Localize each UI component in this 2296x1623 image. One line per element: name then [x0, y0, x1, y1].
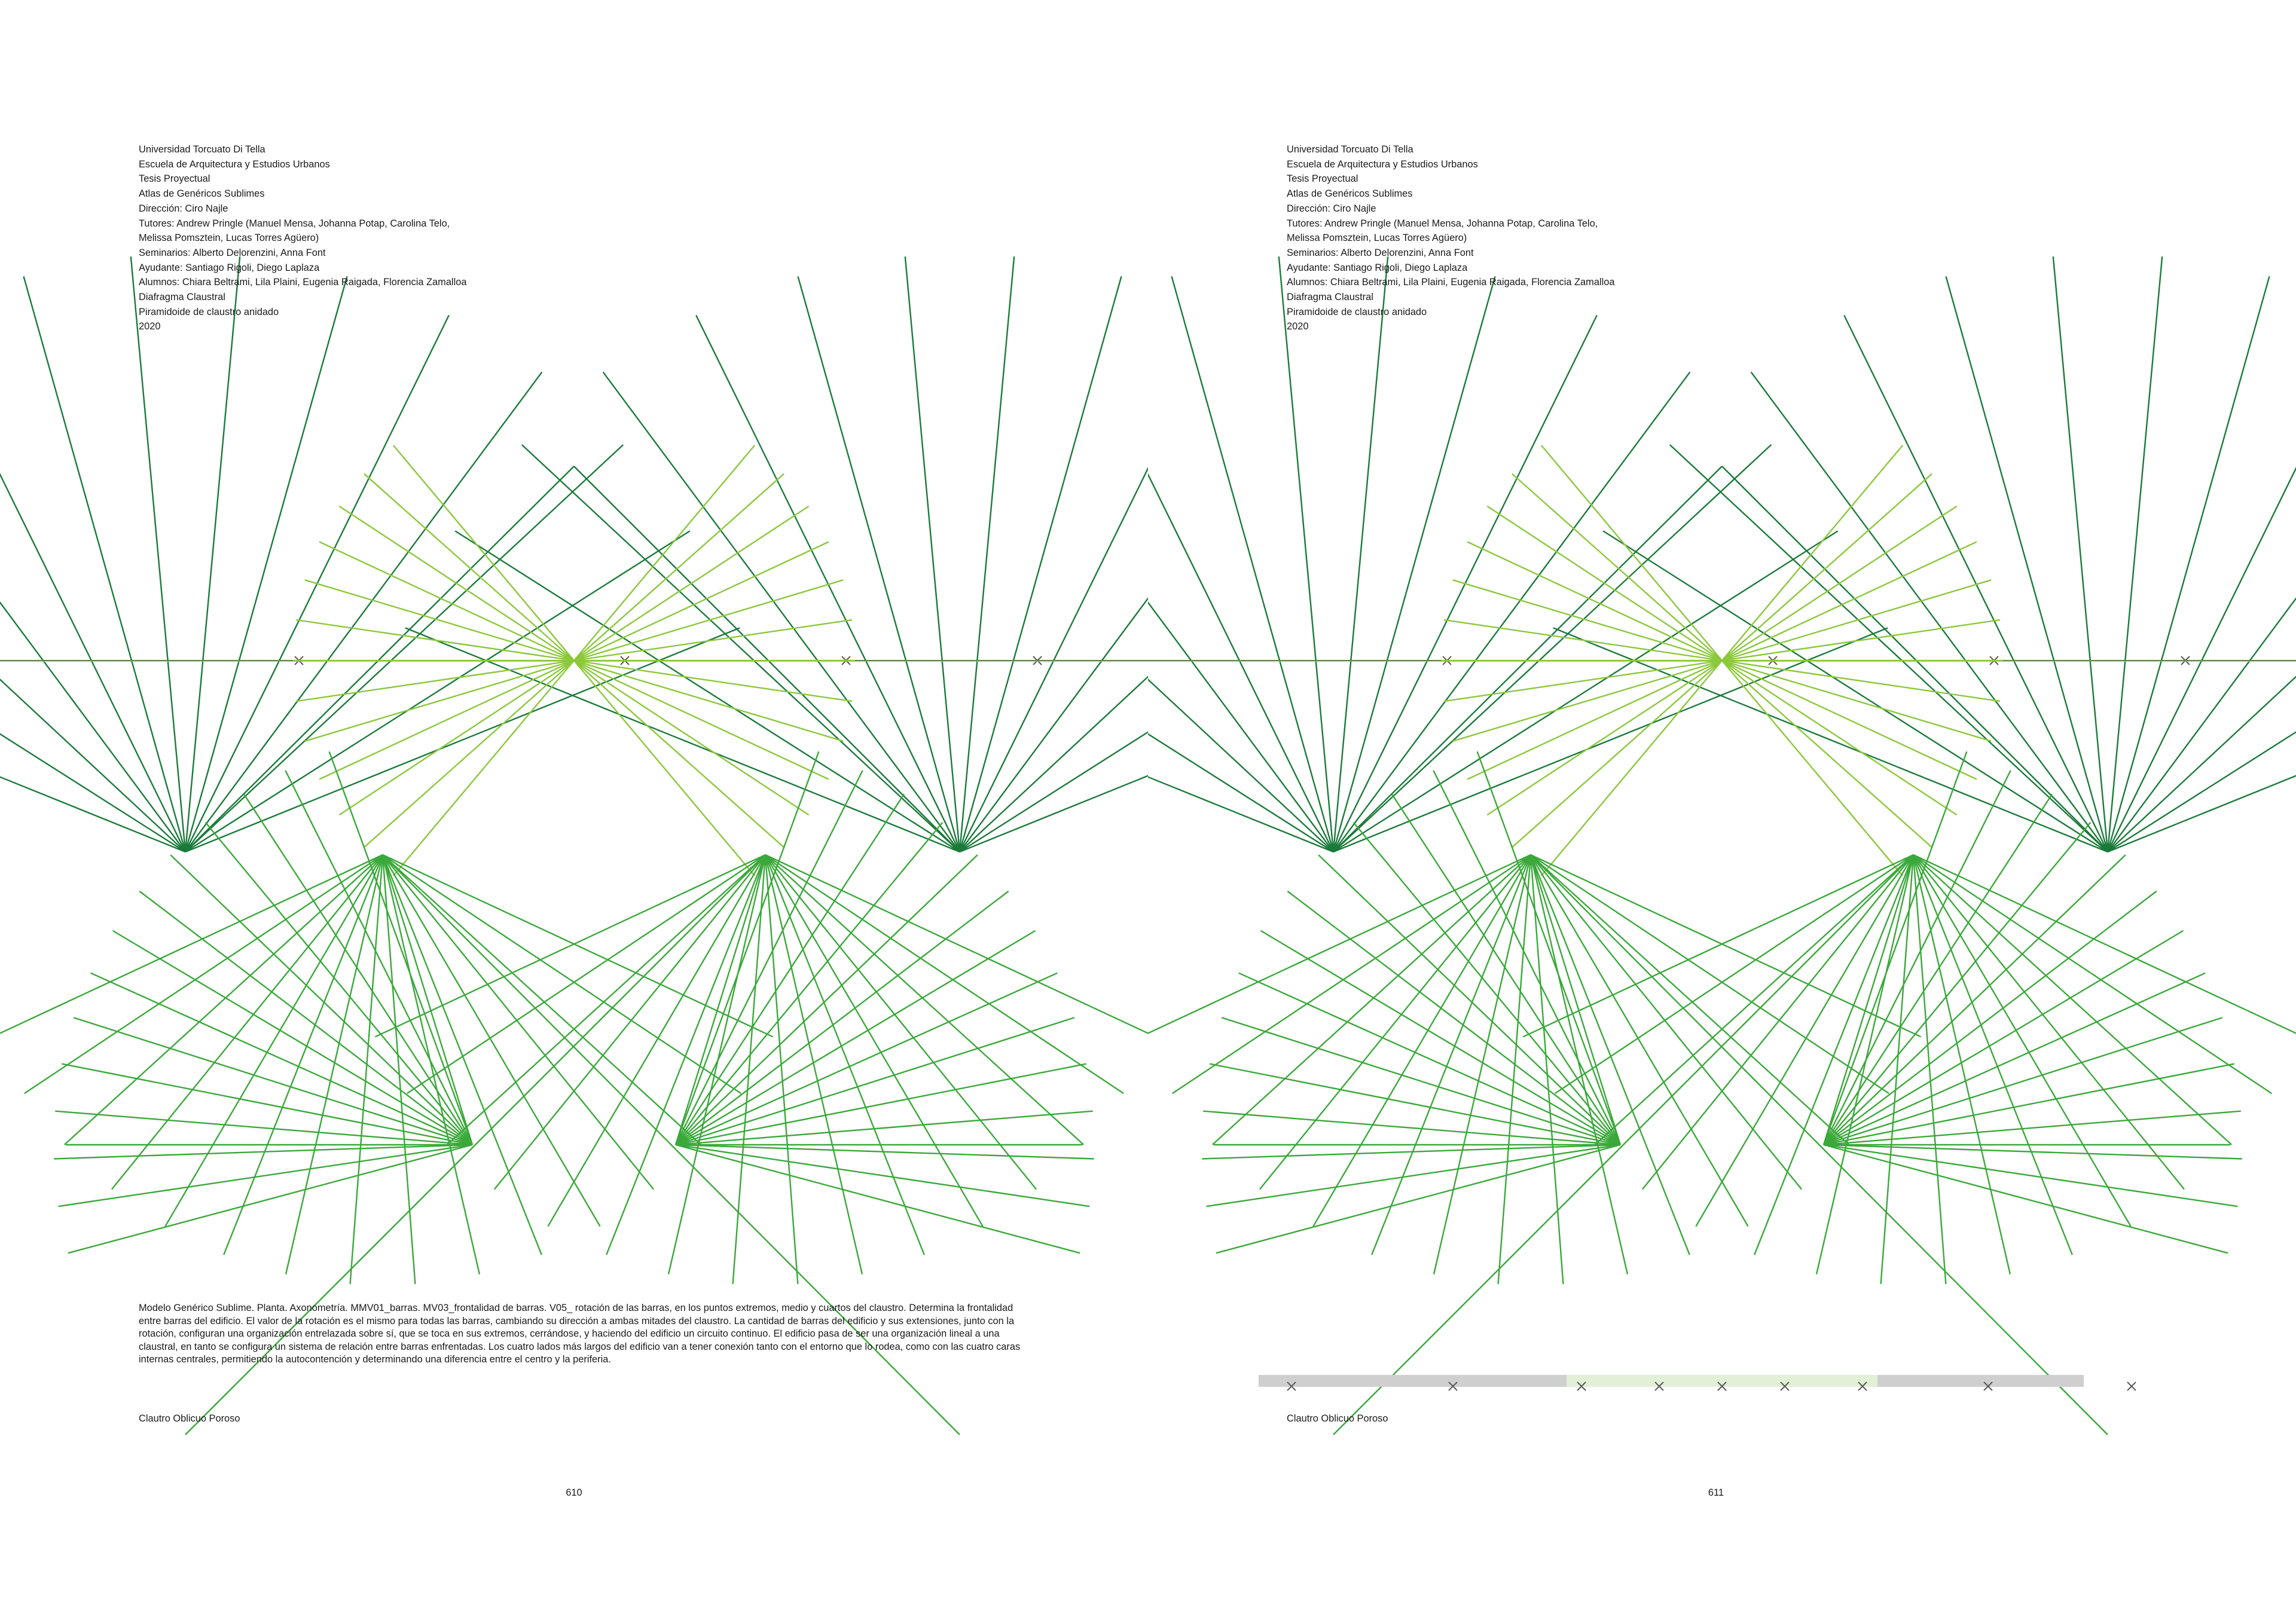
mid-fan-line: [1913, 855, 1946, 1284]
light-fan-line: [319, 661, 574, 780]
dark-fan-line: [960, 315, 1148, 852]
mid-fan-line: [676, 1064, 1086, 1145]
credit-line: Escuela de Arquitectura y Estudios Urbanos: [139, 158, 330, 170]
light-fan-line: [339, 661, 574, 815]
light-fan-line: [1722, 580, 1991, 661]
mid-fan-line: [676, 1145, 1089, 1206]
light-fan-line: [574, 474, 784, 661]
dark-fan-line: [2108, 276, 2269, 852]
light-fan-line: [364, 474, 574, 661]
mid-fan-line: [383, 855, 654, 1190]
light-fan-line: [1722, 506, 1957, 661]
dark-fan-line: [960, 531, 1148, 852]
dark-fan-line: [0, 445, 185, 852]
mid-fan-line: [1913, 855, 2184, 1190]
credit-line: Seminarios: Alberto Delorenzini, Anna Font: [1287, 247, 1474, 258]
dark-fan-line: [2053, 256, 2108, 852]
mid-fan-line: [676, 823, 942, 1145]
dark-fan-line: [960, 445, 1148, 852]
credit-line: Atlas de Genéricos Sublimes: [139, 188, 265, 200]
mid-fan-line: [1173, 855, 1531, 1093]
caption-title: Clautro Oblicuo Poroso: [1287, 1413, 1388, 1424]
light-fan-line: [574, 445, 755, 661]
mid-fan-line: [383, 855, 542, 1255]
dark-diamond-edge: [185, 466, 574, 852]
mid-fan-line: [206, 823, 472, 1145]
mid-fan-line: [1824, 823, 2090, 1145]
mid-fan-line: [668, 855, 765, 1274]
mid-fan-line: [350, 855, 383, 1284]
credit-line: Diafragma Claustral: [139, 292, 225, 303]
dark-fan-line: [1844, 315, 2108, 852]
light-fan-line: [1541, 445, 1722, 661]
mid-fan-line: [383, 855, 773, 1037]
light-fan-line: [574, 661, 829, 780]
mid-fan-line: [447, 855, 765, 1145]
light-fan-line: [574, 506, 809, 661]
mid-fan-line: [676, 794, 904, 1145]
mid-fan-line: [1207, 1145, 1620, 1206]
mid-fan-line: [25, 855, 383, 1093]
mid-fan-line: [1642, 855, 1913, 1190]
dark-fan-line: [696, 315, 960, 852]
mid-fan-line: [59, 1145, 472, 1206]
light-fan-line: [1444, 661, 1722, 701]
mid-fan-line: [1148, 855, 1531, 1037]
mid-fan-line: [1913, 855, 2271, 1093]
right-page: [1148, 0, 2296, 1623]
mid-fan-line: [224, 855, 383, 1255]
light-fan-line: [1467, 542, 1722, 661]
credits-block: [1287, 142, 1614, 334]
dark-fan-line: [1148, 315, 1333, 852]
mid-fan-line: [765, 855, 798, 1284]
dark-fan-line: [185, 256, 240, 852]
light-fan-line: [1512, 474, 1722, 661]
mid-fan-line: [1354, 823, 1620, 1145]
mid-fan-line: [765, 855, 924, 1255]
credit-line: 2020: [139, 321, 161, 332]
light-fan-line: [364, 661, 574, 847]
dark-fan-line: [2108, 372, 2296, 852]
mid-fan-line: [244, 794, 472, 1145]
light-fan-line: [393, 661, 574, 876]
mid-fan-line: [1824, 794, 2052, 1145]
light-fan-line: [1453, 580, 1722, 661]
dark-fan-line: [960, 276, 1121, 852]
mid-fan-line: [1816, 855, 1913, 1274]
light-fan-line: [574, 661, 843, 741]
light-fan-line: [574, 620, 852, 661]
mid-fan-line: [765, 855, 983, 1226]
dark-fan-line: [1279, 256, 1333, 852]
dark-diamond-edge: [574, 466, 960, 852]
dark-fan-line: [1333, 445, 1771, 852]
mid-fan-line: [1531, 855, 1921, 1037]
credit-line: Ayudante: Santiago Rigoli, Diego Laplaza: [139, 262, 320, 273]
mid-fan-line: [1754, 855, 1913, 1255]
dark-fan-line: [1333, 531, 1838, 852]
dark-fan-line: [1946, 276, 2108, 852]
mid-fan-line: [165, 855, 383, 1226]
mid-fan-line: [0, 855, 383, 1037]
light-fan-line: [1467, 661, 1722, 780]
credit-line: Melissa Pomsztein, Lucas Torres Agüero): [139, 233, 319, 244]
credit-line: Atlas de Genéricos Sublimes: [1287, 188, 1413, 200]
dark-fan-line: [0, 531, 185, 852]
dark-fan-line: [24, 276, 185, 852]
dark-fan-line: [2108, 531, 2296, 852]
dark-fan-line: [185, 445, 623, 852]
mid-fan-line: [383, 855, 480, 1274]
mid-fan-line: [606, 855, 765, 1255]
light-fan-line: [305, 661, 574, 741]
light-fan-line: [1722, 445, 1903, 661]
mid-fan-line: [1372, 855, 1531, 1255]
dark-fan-line: [905, 256, 960, 852]
dark-fan-line: [1333, 256, 1388, 852]
dark-fan-line: [455, 531, 960, 852]
mid-fan-line: [1531, 855, 1628, 1274]
credit-line: Seminarios: Alberto Delorenzini, Anna Font: [139, 247, 326, 258]
caption-title: Clautro Oblicuo Poroso: [139, 1413, 240, 1424]
dark-fan-line: [1172, 276, 1333, 852]
mid-fan-line: [1392, 794, 1620, 1145]
dark-fan-line: [1148, 445, 1333, 852]
dark-fan-line: [960, 256, 1014, 852]
credit-line: 2020: [1287, 321, 1309, 332]
credit-line: Melissa Pomsztein, Lucas Torres Agüero): [1287, 233, 1467, 244]
credit-line: Tesis Proyectual: [139, 173, 210, 185]
dark-fan-line: [2108, 445, 2296, 852]
light-fan-line: [574, 661, 784, 847]
mid-fan-line: [1913, 855, 2296, 1037]
mid-fan-line: [383, 855, 701, 1145]
credit-line: Tesis Proyectual: [1287, 173, 1358, 185]
figure-caption: Modelo Genérico Sublime. Planta. Axonometría. MMV01_barras. MV03_frontalidad de barras. V05_ rotación de las barras, en los puntos extremos, medio y cuartos del claustro. Determina la frontalidad entre barras del edificio. El valor de la rotación es el mismo para todas las barras, cambiando su dirección a ambas mitades del claustro. La cantidad de barras del edificio y sus extensiones, junto con la rotación, configuran una organización entrelazada sobre sí, que se toca en sus extremos, cerrándose, y haciendo del edificio un circuito continuo. El edificio pasa de ser una organización lineal a una claustral, en tanto se configura un sistema de relación entre barras enfrentadas. Los cuatro lados más largos del edificio van a tener conexión tanto con el entorno que lo rodea, como con las cuatro caras internas centrales, permitiendo la autocontención y determinando una diferencia entre el centro y la periferia.: [139, 1303, 1021, 1365]
dark-fan-line: [798, 276, 960, 852]
mid-fan-line: [1595, 855, 1913, 1145]
dark-fan-line: [0, 315, 185, 852]
credit-line: Piramidoide de claustro anidado: [1287, 306, 1427, 317]
dark-fan-line: [1333, 276, 1495, 852]
dark-fan-line: [960, 372, 1148, 852]
credit-line: Diafragma Claustral: [1287, 292, 1373, 303]
mid-fan-line: [112, 855, 383, 1190]
light-fan-line: [1722, 474, 1932, 661]
dark-fan-line: [0, 372, 185, 852]
light-fan-line: [1722, 620, 2000, 661]
dark-fan-line: [131, 256, 185, 852]
mid-fan-line: [1260, 855, 1531, 1190]
light-fan-line: [574, 661, 755, 876]
dark-diamond-edge: [1722, 466, 2108, 852]
mid-fan-line: [1531, 855, 1690, 1255]
mid-fan-line: [62, 1064, 472, 1145]
light-fan-line: [1722, 661, 1932, 847]
credit-line: Universidad Torcuato Di Tella: [1287, 144, 1413, 155]
light-fan-line: [393, 445, 574, 661]
light-fan-line: [1722, 661, 1903, 876]
light-fan-line: [1722, 661, 1991, 741]
light-fan-line: [574, 580, 843, 661]
dark-fan-line: [185, 531, 690, 852]
dark-fan-line: [2108, 315, 2296, 852]
mid-fan-line: [494, 855, 765, 1190]
mid-fan-line: [765, 855, 1123, 1093]
light-fan-line: [305, 580, 574, 661]
light-fan-line: [1722, 661, 1957, 815]
credit-line: Alumnos: Chiara Beltrami, Lila Plaini, Eugenia Raigada, Florencia Zamalloa: [139, 277, 467, 288]
light-fan-line: [1453, 661, 1722, 741]
light-fan-line: [296, 620, 574, 661]
dark-fan-line: [2108, 256, 2162, 852]
light-fan-line: [1541, 661, 1722, 876]
dark-fan-line: [1148, 531, 1333, 852]
mid-fan-line: [1498, 855, 1531, 1284]
credit-line: Tutores: Andrew Pringle (Manuel Mensa, Johanna Potap, Carolina Telo,: [1287, 218, 1598, 229]
dark-fan-line: [185, 276, 347, 852]
mid-fan-line: [375, 855, 765, 1037]
mid-fan-line: [1824, 1145, 2237, 1206]
mid-fan-line: [765, 855, 1148, 1037]
mid-fan-line: [1523, 855, 1913, 1037]
mid-fan-line: [1913, 855, 2131, 1226]
light-fan-line: [1444, 620, 1722, 661]
light-fan-line: [296, 661, 574, 701]
plan-bar-highlight: [1567, 1375, 1877, 1387]
credit-line: Alumnos: Chiara Beltrami, Lila Plaini, Eugenia Raigada, Florencia Zamalloa: [1287, 277, 1615, 288]
dark-fan-line: [1148, 372, 1333, 852]
mid-fan-line: [1313, 855, 1531, 1226]
dark-diamond-edge: [1333, 466, 1722, 852]
light-fan-line: [1512, 661, 1722, 847]
light-fan-line: [574, 661, 809, 815]
dark-fan-line: [1603, 531, 2108, 852]
mid-fan-line: [1531, 855, 1849, 1145]
mid-fan-line: [1210, 1064, 1620, 1145]
light-fan-line: [319, 542, 574, 661]
credits-block: [139, 142, 466, 334]
mid-fan-line: [1913, 855, 2072, 1255]
credit-line: Tutores: Andrew Pringle (Manuel Mensa, Johanna Potap, Carolina Telo,: [139, 218, 450, 229]
credit-line: Universidad Torcuato Di Tella: [139, 144, 265, 155]
credit-line: Ayudante: Santiago Rigoli, Diego Laplaza: [1287, 262, 1468, 273]
light-fan-line: [1722, 661, 1977, 780]
light-fan-line: [1487, 661, 1722, 815]
mid-fan-line: [1531, 855, 1802, 1190]
mid-fan-line: [765, 855, 1036, 1190]
credit-line: Piramidoide de claustro anidado: [139, 306, 279, 317]
credit-line: Dirección: Ciro Najle: [139, 203, 228, 214]
mid-fan-line: [1824, 1064, 2234, 1145]
credit-line: Dirección: Ciro Najle: [1287, 203, 1376, 214]
page-number: 611: [1708, 1487, 1724, 1498]
credit-line: Escuela de Arquitectura y Estudios Urbanos: [1287, 158, 1478, 170]
page-number: 610: [566, 1487, 582, 1498]
